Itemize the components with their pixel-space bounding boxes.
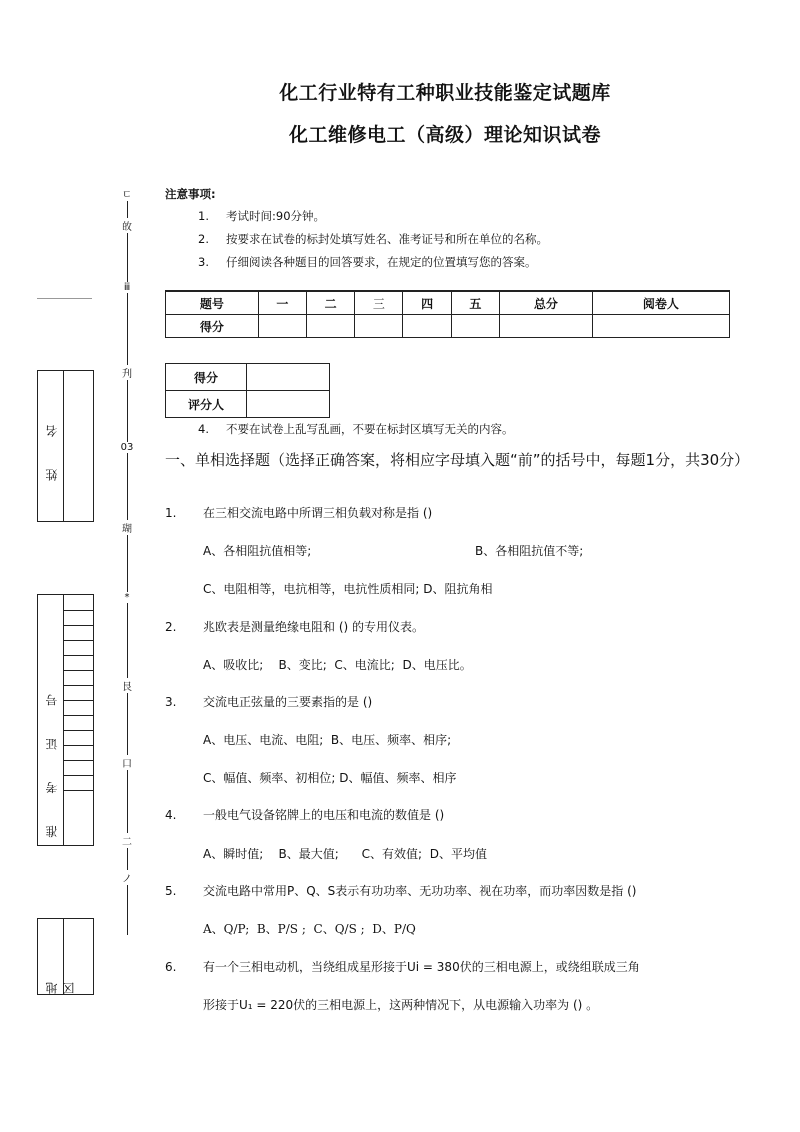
row-label: 得分 <box>166 315 259 338</box>
notes-title: 注意事项: <box>165 187 216 201</box>
score-cell[interactable] <box>247 364 330 391</box>
note-item: 4. 不要在试卷上乱写乱画，不要在标封区填写无关的内容。 <box>198 422 514 436</box>
question-2: 2. 兆欧表是测量绝缘电阻和 () 的专用仪表。 <box>165 620 424 634</box>
seal-char: 二 <box>120 833 134 848</box>
score-cell[interactable] <box>403 315 451 338</box>
option-cd: C、幅值、频率、初相位; D、幅值、频率、相序 <box>203 771 457 785</box>
seal-char: 刋 <box>120 365 134 380</box>
options: A、吸收比; B、变比; C、电流比; D、电压比。 <box>203 658 472 672</box>
seal-char: 敀 <box>120 218 134 233</box>
grader-label: 评分人 <box>166 391 247 418</box>
header-cell: 三 <box>355 291 403 315</box>
score-cell[interactable] <box>499 315 592 338</box>
score-cell[interactable] <box>355 315 403 338</box>
options: A、Q/P; B、P/S ; C、Q/S ; D、P/Q <box>203 922 416 936</box>
divider <box>37 298 92 299</box>
seal-char: * <box>120 592 134 603</box>
header-cell: 二 <box>306 291 354 315</box>
note-item: 3. 仔细阅读各种题目的回答要求，在规定的位置填写您的答案。 <box>198 255 537 269</box>
score-table <box>165 290 730 338</box>
note-item: 1. 考试时间:90分钟。 <box>198 209 326 223</box>
option-cd: C、电阻相等，电抗相等，电抗性质相同; D、阻抗角相 <box>203 582 493 596</box>
exam-id-label: 准 考 证 号 <box>45 680 59 838</box>
options: A、瞬时值; B、最大值; C、有效值; D、平均值 <box>203 847 487 861</box>
question-1: 1. 在三相交流电路中所谓三相负载对称是指 () <box>165 506 433 520</box>
exam-id-box <box>37 594 94 846</box>
seal-line <box>127 190 128 935</box>
seal-char: ノ <box>120 870 134 885</box>
seal-char: 口 <box>120 755 134 770</box>
id-grid[interactable] <box>63 595 93 845</box>
seal-char: 艮 <box>120 678 134 693</box>
region-label: 地 区 <box>45 968 76 994</box>
header-cell: 五 <box>451 291 499 315</box>
score-table-header-row <box>166 291 730 315</box>
section-title: 一、单相选择题（选择正确答案，将相应字母填入题“前”的括号中，每题1分，共30分） <box>165 451 750 469</box>
note-item: 2. 按要求在试卷的标封处填写姓名、准考证号和所在单位的名称。 <box>198 232 548 246</box>
header-cell: 阅卷人 <box>592 291 729 315</box>
seal-char: ⅲ <box>120 282 134 293</box>
header-cell: 题号 <box>166 291 259 315</box>
score-label: 得分 <box>166 364 247 391</box>
grader-cell[interactable] <box>247 391 330 418</box>
seal-char: 03 <box>120 442 134 453</box>
question-4: 4. 一般电气设备铭牌上的电压和电流的数值是 () <box>165 808 445 822</box>
option-b: B、各相阻抗值不等; <box>475 544 584 558</box>
name-label: 姓 名 <box>45 411 59 481</box>
seal-char: ㄷ <box>120 186 134 201</box>
question-6-continuation: 形接于U₁ = 220伏的三相电源上，这两种情况下，从电源输入功率为 () 。 <box>203 998 599 1012</box>
score-cell[interactable] <box>592 315 729 338</box>
seal-char: 瑚 <box>120 520 134 535</box>
exam-bank-title: 化工行业特有工种职业技能鉴定试题库 <box>279 82 611 104</box>
region-box <box>37 918 94 995</box>
header-cell: 四 <box>403 291 451 315</box>
option-ab: A、电压、电流、电阻; B、电压、频率、相序; <box>203 733 452 747</box>
score-cell[interactable] <box>258 315 306 338</box>
header-cell: 总分 <box>499 291 592 315</box>
name-box <box>37 370 94 522</box>
score-cell[interactable] <box>451 315 499 338</box>
question-3: 3. 交流电正弦量的三要素指的是 () <box>165 695 373 709</box>
header-cell: 一 <box>258 291 306 315</box>
question-6: 6. 有一个三相电动机，当绕组成星形接于Ui = 380伏的三相电源上，或绕组联成三角 <box>165 960 640 974</box>
question-5: 5. 交流电路中常用P、Q、S表示有功功率、无功功率、视在功率，而功率因数是指 () <box>165 884 637 898</box>
score-cell[interactable] <box>306 315 354 338</box>
grader-table <box>165 363 330 418</box>
score-table-score-row <box>166 315 730 338</box>
option-a: A、各相阻抗值相等; <box>203 544 312 558</box>
exam-paper-title: 化工维修电工（高级）理论知识试卷 <box>288 124 601 146</box>
